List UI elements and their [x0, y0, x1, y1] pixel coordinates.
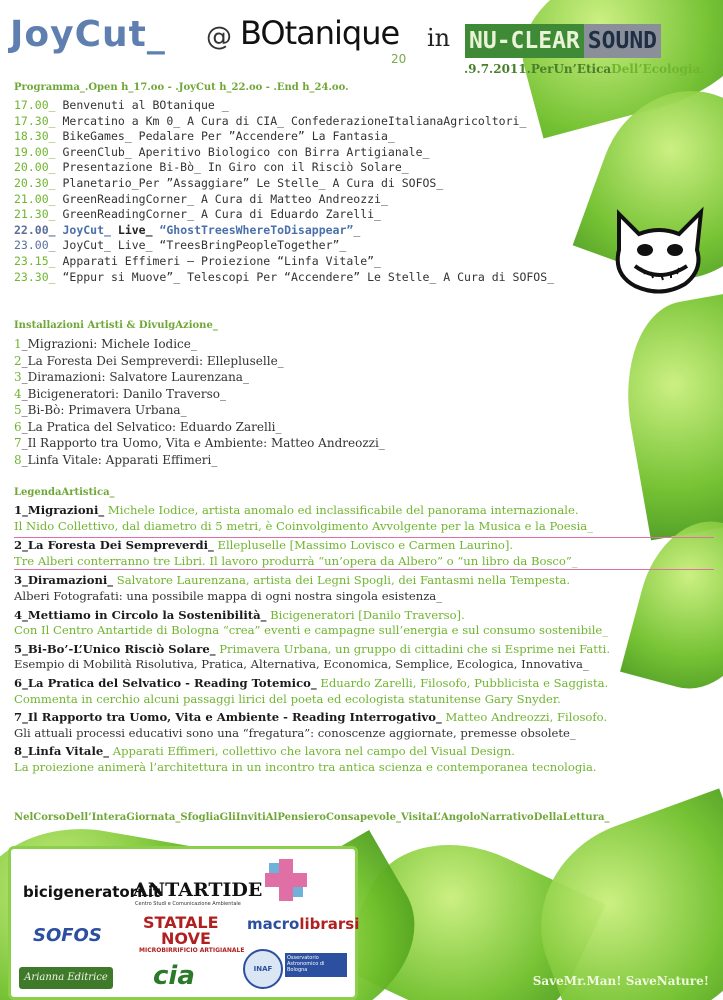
nove-logo: NOVE [161, 929, 211, 948]
installations-header: Installazioni Artisti & DivulgAzione_ [14, 320, 218, 331]
osservatorio-logo: Osservatorio Astronomico di Bologna [285, 953, 347, 977]
program-text: BikeGames_ Pedalare Per ”Accendere” La Fantasia_ [62, 129, 395, 144]
program-time: 21.00_ [14, 191, 56, 206]
program-text: GreenClub_ Aperitivo Biologico con Birra Artigianale_ [62, 144, 430, 159]
program-time: 20.00_ [14, 160, 56, 175]
legend-entry: 5_Bi-Bo’-L’Unico Risciò Solare_ Primavera Urbana, un gruppo di cittadini che si Esprime nei Fatti. Esempio di Mobilità Risolutiva, Pratica, Alternativa, Economica, Semplice, Ecologica, Innovativa_ [14, 641, 611, 672]
program-header: Programma_.Open h_17.oo - .JoyCut h_22.oo - .End h_24.oo. [14, 82, 349, 93]
arianna-logo: Arianna Editrice [19, 967, 113, 989]
antartide-logo: ANTARTIDE [133, 879, 263, 901]
devil-cat-mascot-icon [605, 204, 713, 296]
program-text-b: Live_ [117, 222, 153, 237]
program-text: “Eppur si Muove”_ Telescopi Per “Accendere” Le Stelle_ A Cura di SOFOS_ [62, 269, 555, 284]
program-row [14, 254, 614, 270]
installation-item: 8_Linfa Vitale: Apparati Effimeri_ [14, 452, 218, 467]
legend-entry: 4_Mettiamo in Circolo la Sostenibilità_ Bicigeneratori [Danilo Traverso]. Con Il Centro Antartide di Bologna “crea” eventi e campagne sull’energia e sul consumo sostenibile_ [14, 607, 609, 638]
footnote: NelCorsoDell’InteraGiornata_SfogliaGliInvitiAlPensieroConsapevole_VisitaL’AngoloNarrativoDellaLettura_ [14, 812, 610, 823]
at-sign: @ [206, 22, 232, 52]
program-time: 18.30_ [14, 129, 56, 144]
program-time: 17.30_ [14, 113, 56, 128]
program-text-c: “GhostTreesWhereToDisappear” [159, 222, 354, 237]
program-text: GreenReadingCorner_ A Cura di Matteo Andreozzi_ [62, 191, 388, 206]
bicigeneratori-logo: bicigeneratori.it [23, 883, 161, 901]
antartide-sub: Centro Studi e Comunicazione Ambientale [135, 901, 241, 907]
program-time: 23.15_ [14, 253, 56, 268]
legend-entry: 3_Diramazioni_ Salvatore Laurenzana, artista dei Legni Spogli, dei Fantasmi nella Tempesta. Alberi Fotografati: una possibile mappa di ogni nostra singola esistenza_ [14, 573, 571, 603]
program-text: Benvenuti al BOtanique _ [62, 98, 229, 112]
statale-logo: STATALE [143, 913, 219, 932]
program-list [14, 98, 614, 285]
legend-entry: 6_La Pratica del Selvatico - Reading Totemico_ Eduardo Zarelli, Filosofo, Pubblicista e Saggista. Commenta in cerchio alcuni passaggi lirici del poeta ed ecologista statunitense Gary Snyder. [14, 675, 609, 706]
macrolibrarsi-logo [247, 915, 359, 933]
program-row [14, 129, 614, 145]
librarsi-text: librarsi [299, 915, 360, 933]
program-time: 19.00_ [14, 144, 56, 159]
program-time: 23.00_ [14, 238, 56, 253]
sponsors-box [8, 846, 358, 1000]
program-text: GreenReadingCorner_ A Cura di Eduardo Zarelli_ [62, 207, 381, 222]
event-date [464, 62, 704, 76]
microbirrificio-logo: MICROBIRRIFICIO ARTIGIANALE [139, 947, 245, 954]
installation-item: 7_Il Rapporto tra Uomo, Vita e Ambiente: Matteo Andreozzi_ [14, 436, 385, 450]
program-text: Mercatino a Km 0_ A Cura di CIA_ ConfederazioneItalianaAgricoltori_ [62, 113, 527, 128]
program-time: 22.00_ [14, 222, 56, 237]
program-time: 20.30_ [14, 175, 56, 190]
program-row [14, 207, 614, 223]
cia-logo: cia [153, 961, 195, 991]
venue-name: BOtanique [240, 14, 400, 52]
installation-item: 6_La Pratica del Selvatico: Eduardo Zarelli_ [14, 419, 282, 434]
installation-item: 1_Migrazioni: Michele Iodice_ [14, 337, 197, 351]
program-text: Presentazione Bi-Bò_ In Giro con il Risciò Solare_ [62, 160, 409, 175]
venue-sub: 20 [391, 52, 407, 66]
date-rest: PerUn’Etica [530, 62, 612, 76]
program-text-a: JoyCut_ [62, 222, 111, 237]
program-row [14, 270, 614, 286]
inaf-logo: INAF [243, 949, 283, 989]
installation-item: 5_Bi-Bò: Primavera Urbana_ [14, 403, 187, 417]
sofos-logo: SOFOS [33, 925, 102, 946]
legend-list [14, 503, 714, 779]
legend-entry: 1_Migrazioni_ Michele Iodice, artista anomalo ed inclassificabile del panorama internazionale. Il Nido Collettivo, dal diametro di 5 metri, è Coinvolgimento Avvolgente per la Musica e la Poesia_ [14, 503, 593, 533]
program-text: Apparati Effimeri – Proiezione “Linfa Vitale”_ [62, 253, 381, 268]
installations-list [14, 336, 385, 468]
date-prefix: .9.7.2011. [464, 62, 531, 76]
program-row [14, 98, 614, 114]
program-time: 17.00_ [14, 98, 56, 112]
brand-a: NU-CLEAR [465, 24, 584, 58]
in-word: in [427, 24, 451, 52]
program-row [14, 145, 614, 161]
installation-item: 3_Diramazioni: Salvatore Laurenzana_ [14, 370, 249, 384]
program-row [14, 192, 614, 208]
program-row [14, 176, 614, 192]
slogan: SaveMr.Man! SaveNature! [532, 974, 709, 988]
program-text: Planetario_Per ”Assaggiare” Le Stelle_ A Cura di SOFOS_ [62, 175, 444, 190]
program-row-highlight [14, 223, 614, 239]
legend-entry: 7_Il Rapporto tra Uomo, Vita e Ambiente - Reading Interrogativo_ Matteo Andreozzi, Filosofo. Gli attuali processi educativi sono una “fregatura”: conoscenze aggiornate, premesse obsolete_ [14, 710, 608, 740]
legend-entry: 8_Linfa Vitale_ Apparati Effimeri, collettivo che lavora nel campo del Visual Design. La proiezione animerà l’architettura in un incontro tra antica scienza e contemporanea tecnologia. [14, 744, 597, 774]
legend-header: LegendaArtistica_ [14, 487, 115, 498]
program-text: JoyCut_ Live_ “TreesBringPeopleTogether”_ [62, 238, 347, 253]
program-text-d: _ [353, 222, 361, 237]
program-time: 23.30_ [14, 269, 56, 284]
event-title: JoyCut_ [10, 14, 166, 55]
pink-cross-logo-icon [265, 859, 307, 901]
program-row [14, 114, 614, 130]
program-row [14, 238, 614, 254]
program-row [14, 160, 614, 176]
legend-entry: 2_La Foresta Dei Sempreverdi_ Ellepluselle [Massimo Lovisco e Carmen Laurino]. Tre Alberi conterranno tre Libri. Il lavoro produrrà “un’opera da Albero” o “un libro da Bosco”_ [14, 537, 714, 570]
date-tail: Dell’Ecologia. [611, 62, 705, 76]
nuclearsound-logo [465, 24, 715, 58]
installation-item: 2_La Foresta Dei Sempreverdi: Ellepluselle_ [14, 353, 284, 368]
program-time: 21.30_ [14, 207, 56, 222]
installation-item: 4_Bicigeneratori: Danilo Traverso_ [14, 386, 226, 401]
macro-text: macro [247, 915, 300, 933]
brand-b: SOUND [584, 24, 661, 58]
